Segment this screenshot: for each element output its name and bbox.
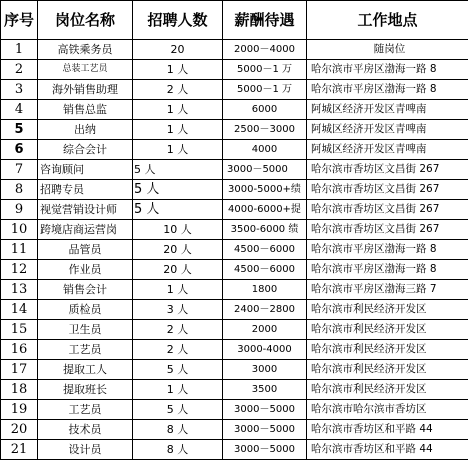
cell-count[interactable]: 2 人 [133, 80, 223, 100]
cell-location[interactable]: 哈尔滨市香坊区文昌街 267 [307, 200, 468, 220]
table-row [1, 440, 468, 460]
table-row [1, 120, 468, 140]
cell-count[interactable]: 1 人 [133, 60, 223, 80]
cell-position[interactable]: 工艺员 [38, 340, 133, 360]
cell-no[interactable]: 10 [1, 220, 38, 240]
cell-count[interactable]: 1 人 [133, 120, 223, 140]
header-salary[interactable]: 薪酬待遇 [223, 1, 307, 40]
cell-location[interactable]: 哈尔滨市香坊区和平路 44 [307, 440, 468, 460]
cell-salary[interactable]: 3500-6000 绩 [223, 220, 307, 240]
table-row [1, 280, 468, 300]
cell-position[interactable]: 招聘专员 [38, 180, 133, 200]
cell-position[interactable]: 总装工艺员 [38, 60, 133, 80]
cell-position[interactable]: 出纳 [38, 120, 133, 140]
table-row [1, 320, 468, 340]
table-row [1, 340, 468, 360]
header-location[interactable]: 工作地点 [307, 1, 468, 40]
cell-location[interactable]: 哈尔滨市香坊区文昌街 267 [307, 160, 468, 180]
cell-position[interactable]: 提取班长 [38, 380, 133, 400]
cell-count[interactable]: 5 人 [133, 400, 223, 420]
cell-position[interactable]: 作业员 [38, 260, 133, 280]
table-row [1, 60, 468, 80]
cell-count[interactable]: 1 人 [133, 280, 223, 300]
cell-salary[interactable]: 2500－3000 [223, 120, 307, 140]
cell-salary[interactable]: 3000-5000+绩 [223, 180, 307, 200]
cell-count[interactable]: 20 人 [133, 240, 223, 260]
cell-count[interactable]: 5 人 [133, 200, 223, 220]
cell-no[interactable]: 12 [1, 260, 38, 280]
cell-count[interactable]: 5 人 [133, 360, 223, 380]
table-row [1, 240, 468, 260]
cell-no[interactable]: 8 [1, 180, 38, 200]
cell-salary[interactable]: 3000-4000 [223, 340, 307, 360]
header-row [1, 1, 468, 40]
cell-count[interactable]: 1 人 [133, 140, 223, 160]
cell-no[interactable]: 5 [1, 120, 38, 140]
cell-location[interactable]: 哈尔滨市利民经济开发区 [307, 360, 468, 380]
cell-no[interactable]: 15 [1, 320, 38, 340]
header-position[interactable]: 岗位名称 [38, 1, 133, 40]
cell-no[interactable]: 2 [1, 60, 38, 80]
cell-position[interactable]: 卫生员 [38, 320, 133, 340]
table-row [1, 200, 468, 220]
cell-salary[interactable]: 4000 [223, 140, 307, 160]
cell-position[interactable]: 海外销售助理 [38, 80, 133, 100]
cell-position[interactable]: 跨境店商运营岗 [38, 220, 133, 240]
header-count[interactable]: 招聘人数 [133, 1, 223, 40]
cell-no[interactable]: 21 [1, 440, 38, 460]
cell-salary[interactable]: 2000－4000 [223, 40, 307, 60]
cell-no[interactable]: 13 [1, 280, 38, 300]
cell-position[interactable]: 工艺员 [38, 400, 133, 420]
cell-count[interactable]: 2 人 [133, 340, 223, 360]
cell-count[interactable]: 10 人 [133, 220, 223, 240]
cell-salary[interactable]: 5000－1 万 [223, 80, 307, 100]
table-row [1, 160, 468, 180]
cell-salary[interactable]: 4000-6000+提 [223, 200, 307, 220]
cell-salary[interactable]: 5000－1 万 [223, 60, 307, 80]
table-row [1, 140, 468, 160]
cell-location[interactable]: 哈尔滨市利民经济开发区 [307, 300, 468, 320]
cell-count[interactable]: 8 人 [133, 420, 223, 440]
cell-position[interactable]: 销售会计 [38, 280, 133, 300]
cell-position[interactable]: 品管员 [38, 240, 133, 260]
cell-position[interactable]: 提取工人 [38, 360, 133, 380]
cell-count[interactable]: 5 人 [133, 180, 223, 200]
cell-location[interactable]: 哈尔滨市平房区渤海一路 8 [307, 240, 468, 260]
cell-salary[interactable]: 3000－5000 [223, 160, 307, 180]
cell-location[interactable]: 随岗位 [307, 40, 468, 60]
cell-location[interactable]: 哈尔滨市哈尔滨市香坊区 [307, 400, 468, 420]
cell-location[interactable]: 哈尔滨市平房区渤海一路 8 [307, 260, 468, 280]
cell-count[interactable]: 8 人 [133, 440, 223, 460]
table-row [1, 100, 468, 120]
cell-position[interactable]: 咨询顾问 [38, 160, 133, 180]
table-row [1, 260, 468, 280]
cell-location[interactable]: 阿城区经济开发区青啤南 [307, 120, 468, 140]
table-row [1, 220, 468, 240]
cell-location[interactable]: 哈尔滨市利民经济开发区 [307, 340, 468, 360]
table-row [1, 400, 468, 420]
cell-count[interactable]: 1 人 [133, 100, 223, 120]
cell-no[interactable]: 11 [1, 240, 38, 260]
cell-location[interactable]: 哈尔滨市香坊区文昌街 267 [307, 180, 468, 200]
cell-no[interactable]: 1 [1, 40, 38, 60]
table-row [1, 360, 468, 380]
cell-no[interactable]: 6 [1, 140, 38, 160]
cell-salary[interactable]: 3000－5000 [223, 400, 307, 420]
cell-no[interactable]: 7 [1, 160, 38, 180]
cell-no[interactable]: 19 [1, 400, 38, 420]
cell-location[interactable]: 哈尔滨市利民经济开发区 [307, 320, 468, 340]
cell-salary[interactable]: 2400－2800 [223, 300, 307, 320]
cell-salary[interactable]: 4500－6000 [223, 260, 307, 280]
cell-position[interactable]: 销售总监 [38, 100, 133, 120]
cell-salary[interactable]: 3500 [223, 380, 307, 400]
cell-no[interactable]: 9 [1, 200, 38, 220]
cell-location[interactable]: 哈尔滨市利民经济开发区 [307, 380, 468, 400]
cell-location[interactable]: 哈尔滨市香坊区文昌街 267 [307, 220, 468, 240]
cell-no[interactable]: 20 [1, 420, 38, 440]
table-row [1, 180, 468, 200]
cell-location[interactable]: 阿城区经济开发区青啤南 [307, 100, 468, 120]
cell-position[interactable]: 综合会计 [38, 140, 133, 160]
cell-location[interactable]: 阿城区经济开发区青啤南 [307, 140, 468, 160]
cell-count[interactable]: 20 人 [133, 260, 223, 280]
cell-count[interactable]: 20 [133, 40, 223, 60]
cell-no[interactable]: 4 [1, 100, 38, 120]
cell-no[interactable]: 17 [1, 360, 38, 380]
header-no[interactable]: 序号 [1, 1, 38, 40]
cell-salary[interactable]: 3000－5000 [223, 440, 307, 460]
cell-position[interactable]: 设计员 [38, 440, 133, 460]
cell-count[interactable]: 1 人 [133, 380, 223, 400]
cell-location[interactable]: 哈尔滨市香坊区和平路 44 [307, 420, 468, 440]
cell-position[interactable]: 技术员 [38, 420, 133, 440]
cell-position[interactable]: 视觉营销设计师 [38, 200, 133, 220]
cell-location[interactable]: 哈尔滨市平房区渤海一路 8 [307, 80, 468, 100]
cell-no[interactable]: 14 [1, 300, 38, 320]
table-row [1, 300, 468, 320]
cell-count[interactable]: 5 人 [133, 160, 223, 180]
cell-location[interactable]: 哈尔滨市平房区渤海一路 8 [307, 60, 468, 80]
cell-salary[interactable]: 4500－6000 [223, 240, 307, 260]
cell-location[interactable]: 哈尔滨市平房区渤海三路 7 [307, 280, 468, 300]
cell-salary[interactable]: 6000 [223, 100, 307, 120]
cell-position[interactable]: 高铁乘务员 [38, 40, 133, 60]
cell-salary[interactable]: 2000 [223, 320, 307, 340]
table-row [1, 80, 468, 100]
cell-no[interactable]: 3 [1, 80, 38, 100]
cell-no[interactable]: 18 [1, 380, 38, 400]
table-row [1, 380, 468, 400]
cell-salary[interactable]: 3000－5000 [223, 420, 307, 440]
cell-no[interactable]: 16 [1, 340, 38, 360]
cell-count[interactable]: 3 人 [133, 300, 223, 320]
cell-salary[interactable]: 3000 [223, 360, 307, 380]
cell-count[interactable]: 2 人 [133, 320, 223, 340]
cell-position[interactable]: 质检员 [38, 300, 133, 320]
cell-salary[interactable]: 1800 [223, 280, 307, 300]
table-row [1, 420, 468, 440]
table-row [1, 40, 468, 60]
